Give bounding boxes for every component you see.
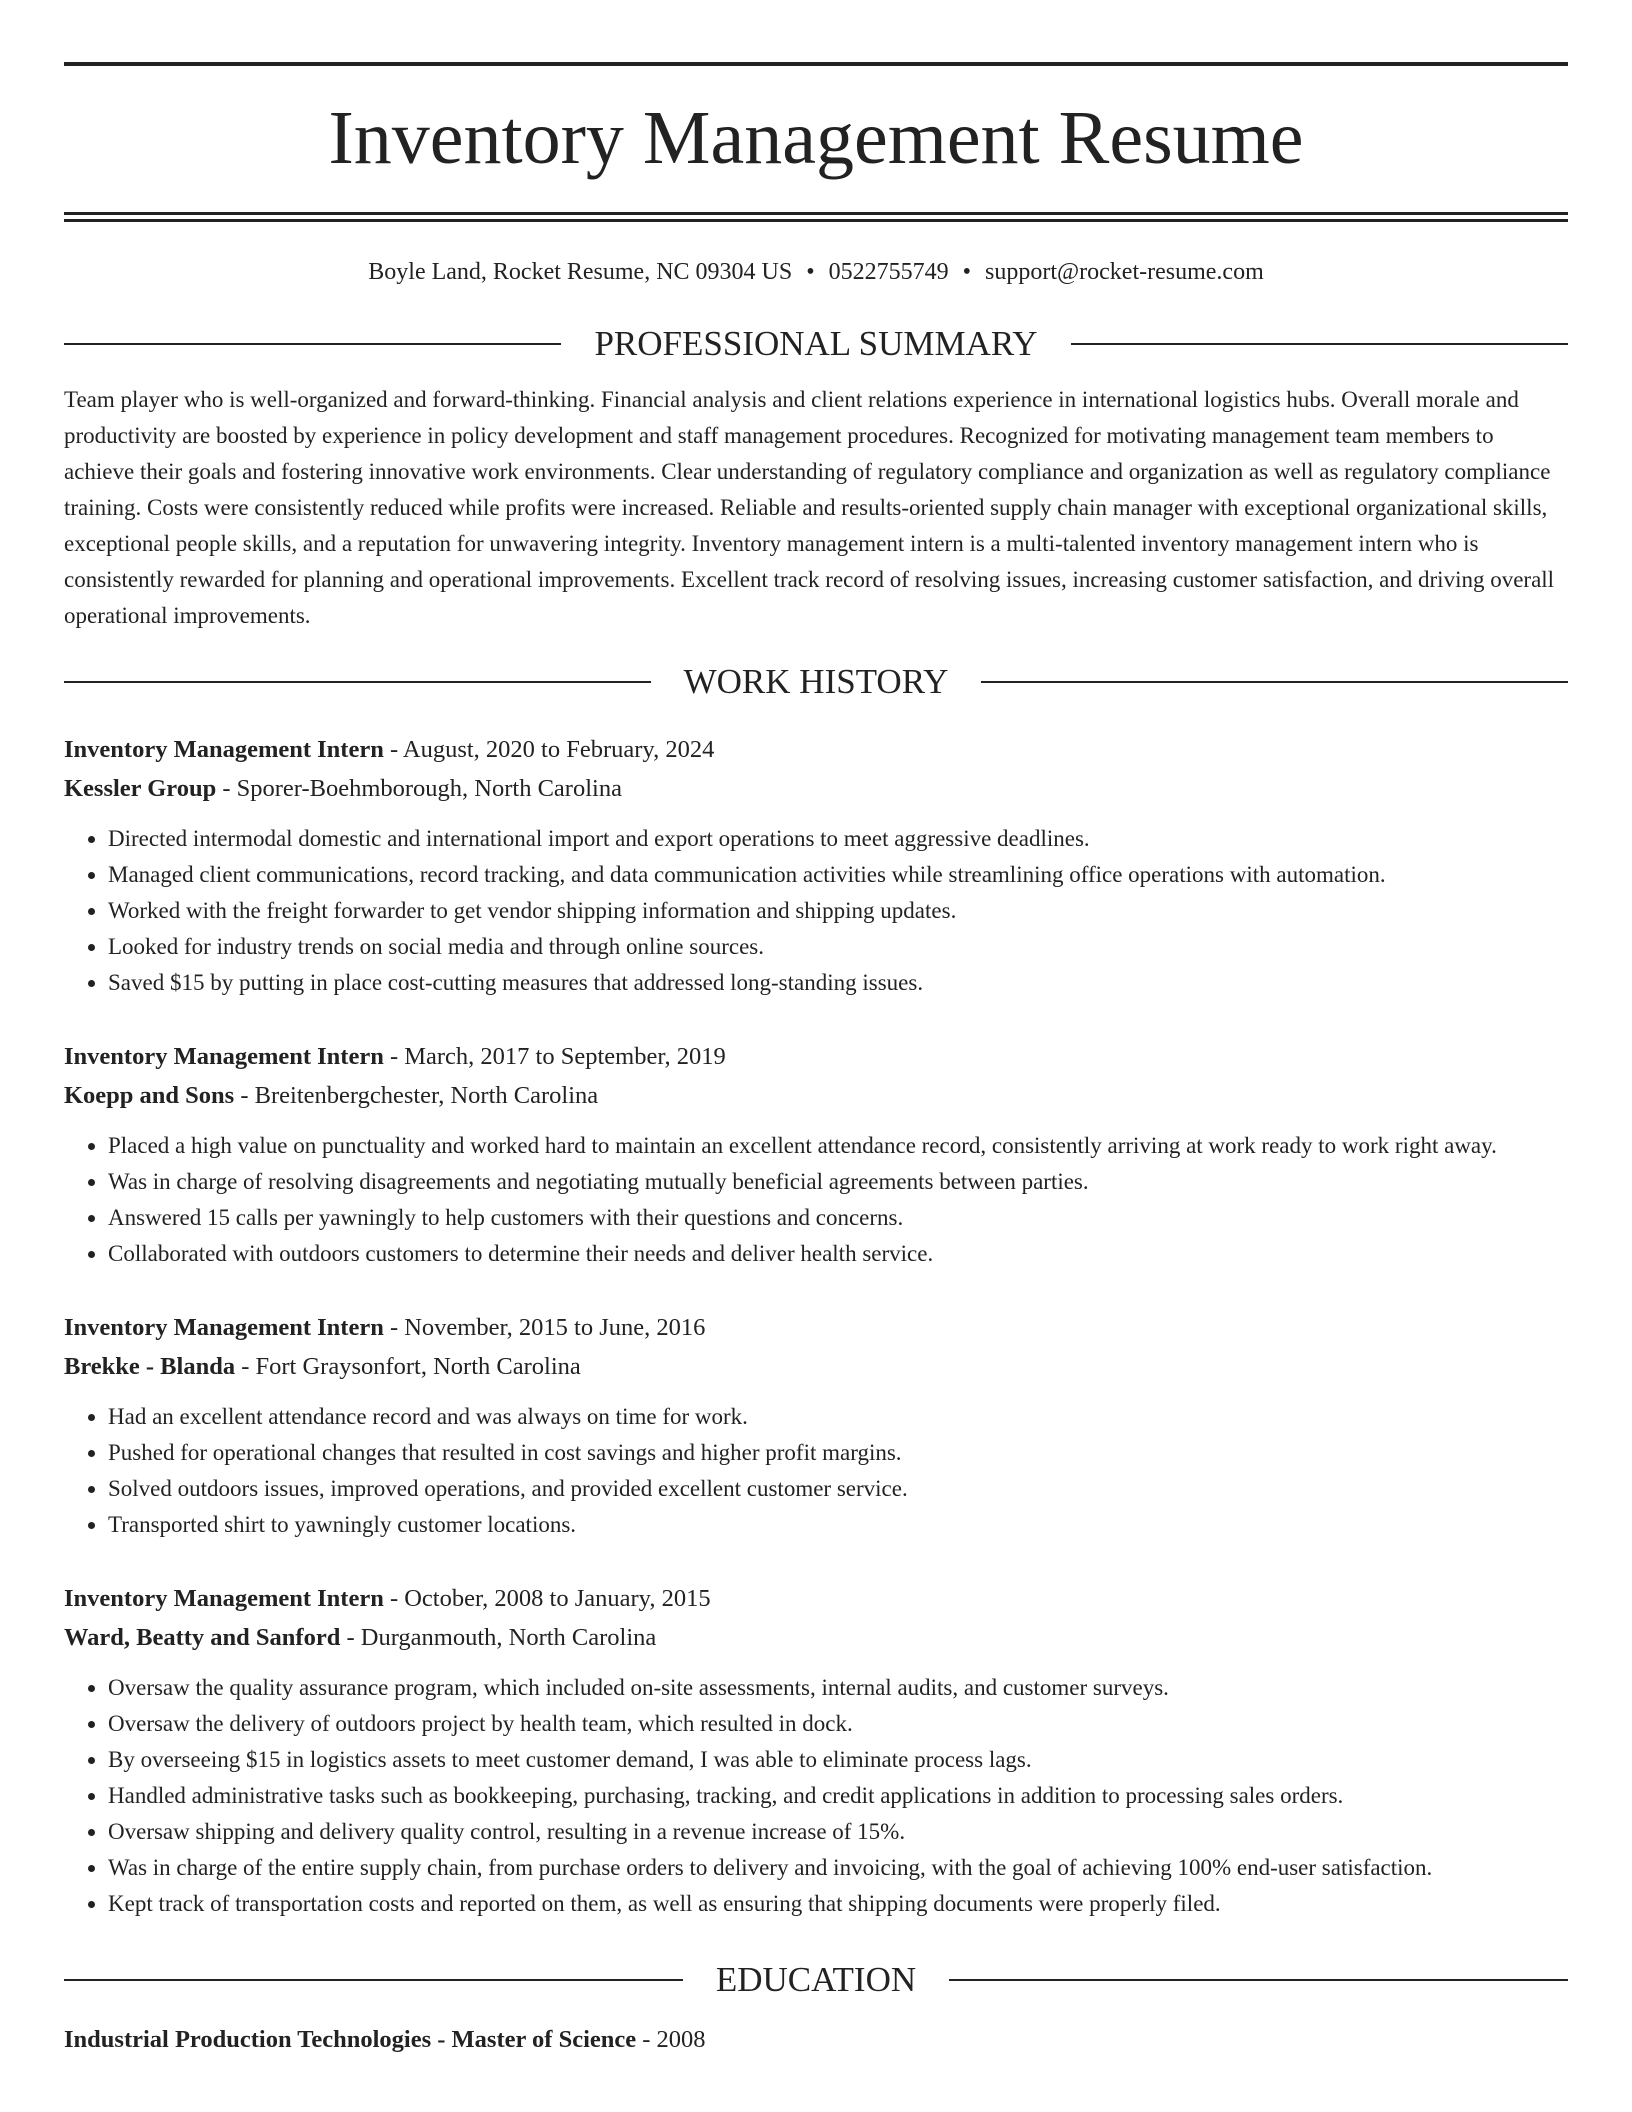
job-bullet: • Oversaw shipping and delivery quality control, resulting in a revenue increase of 15%.	[108, 1814, 1568, 1850]
top-rule	[64, 62, 1568, 66]
job-bullet: • Was in charge of resolving disagreements and negotiating mutually beneficial agreements between parties.	[108, 1164, 1568, 1200]
job-dates: - October, 2008 to January, 2015	[383, 1585, 711, 1612]
job-bullets	[64, 1670, 1568, 1922]
contact-separator: •	[962, 259, 972, 285]
job-company: Brekke - Blanda	[64, 1353, 236, 1380]
job-bullets	[64, 821, 1568, 1001]
job-dates: - March, 2017 to September, 2019	[383, 1043, 726, 1070]
heading-rule-left	[64, 1979, 683, 1981]
job-location: - Breitenbergchester, North Carolina	[234, 1082, 599, 1109]
summary-heading-label: PROFESSIONAL SUMMARY	[594, 324, 1038, 363]
job-title-line	[64, 730, 1568, 769]
job-bullet: • Oversaw the quality assurance program, which included on-site assessments, internal audits, and customer surveys.	[108, 1670, 1568, 1706]
heading-rule-left	[64, 343, 561, 345]
job-title-line	[64, 1037, 1568, 1076]
heading-rule-left	[64, 681, 651, 683]
job-entry	[64, 1579, 1568, 1922]
job-entry	[64, 1037, 1568, 1272]
contact-phone: 0522755749	[828, 259, 949, 285]
job-bullet: • Managed client communications, record tracking, and data communication activities while streamlining office operations with automation.	[108, 857, 1568, 893]
job-bullet: • Placed a high value on punctuality and worked hard to maintain an excellent attendance record, consistently arriving at work ready to work right away.	[108, 1128, 1568, 1164]
title-double-rule	[64, 212, 1568, 222]
job-dates: - November, 2015 to June, 2016	[383, 1314, 706, 1341]
education-degree: Industrial Production Technologies - Master of Science	[64, 2026, 637, 2053]
job-bullets	[64, 1128, 1568, 1272]
job-title: Inventory Management Intern	[64, 736, 384, 763]
job-bullet: • Was in charge of the entire supply chain, from purchase orders to delivery and invoicing, with the goal of achieving 100% end-user satisfaction.	[108, 1850, 1568, 1886]
job-bullet: • Worked with the freight forwarder to get vendor shipping information and shipping updates.	[108, 893, 1568, 929]
contact-line	[64, 256, 1568, 288]
job-bullet: • Collaborated with outdoors customers to determine their needs and deliver health service.	[108, 1236, 1568, 1272]
job-company-line	[64, 1347, 1568, 1386]
job-bullet: • Handled administrative tasks such as bookkeeping, purchasing, tracking, and credit applications in addition to processing sales orders.	[108, 1778, 1568, 1814]
job-dates: - August, 2020 to February, 2024	[383, 736, 715, 763]
job-company-line	[64, 769, 1568, 808]
job-bullet: • Kept track of transportation costs and reported on them, as well as ensuring that shipping documents were properly filed.	[108, 1886, 1568, 1922]
job-bullets	[64, 1399, 1568, 1543]
contact-separator: •	[806, 259, 815, 285]
job-title: Inventory Management Intern	[64, 1314, 384, 1341]
job-company: Ward, Beatty and Sanford	[64, 1624, 341, 1651]
job-bullet: • Oversaw the delivery of outdoors project by health team, which resulted in dock.	[108, 1706, 1568, 1742]
education-heading	[64, 1958, 1568, 2002]
job-company: Koepp and Sons	[64, 1082, 235, 1109]
heading-rule-right	[981, 681, 1568, 683]
heading-rule-right	[1071, 343, 1568, 345]
job-location: - Sporer-Boehmborough, North Carolina	[216, 775, 622, 802]
job-title-line	[64, 1579, 1568, 1618]
work-history-heading	[64, 660, 1568, 704]
job-bullet: • Solved outdoors issues, improved operations, and provided excellent customer service.	[108, 1471, 1568, 1507]
job-title: Inventory Management Intern	[64, 1043, 384, 1070]
contact-email: support@rocket-resume.com	[985, 259, 1264, 285]
education-heading-label: EDUCATION	[715, 1960, 917, 1999]
work-history-heading-label: WORK HISTORY	[683, 662, 949, 701]
job-bullet: • Pushed for operational changes that resulted in cost savings and higher profit margins.	[108, 1435, 1568, 1471]
resume-page	[64, 62, 1568, 2059]
job-location: - Durganmouth, North Carolina	[340, 1624, 657, 1651]
summary-heading	[64, 322, 1568, 366]
job-title: Inventory Management Intern	[64, 1585, 384, 1612]
job-bullet: • Saved $15 by putting in place cost-cutting measures that addressed long-standing issues.	[108, 965, 1568, 1001]
job-company-line	[64, 1076, 1568, 1115]
summary-text: Team player who is well-organized and forward-thinking. Financial analysis and client relations experience in international logistics hubs. Overall morale and productivity are boosted by experience in policy development and staff management procedures. Recognized for motivating management team members to achieve their goals and fostering innovative work environments. Clear understanding of regulatory compliance and organization as well as regulatory compliance training. Costs were consistently reduced while profits were increased. Reliable and results-oriented supply chain manager with exceptional organizational skills, exceptional people skills, and a reputation for unwavering integrity. Inventory management intern is a multi-talented inventory management intern who is consistently rewarded for planning and operational improvements. Excellent track record of resolving issues, increasing customer satisfaction, and driving overall operational improvements.	[64, 387, 1555, 628]
job-entry	[64, 730, 1568, 1001]
contact-address: Boyle Land, Rocket Resume, NC 09304 US	[368, 259, 793, 285]
job-title-line	[64, 1308, 1568, 1347]
job-bullet: • Answered 15 calls per yawningly to help customers with their questions and concerns.	[108, 1200, 1568, 1236]
job-entry	[64, 1308, 1568, 1543]
resume-title: Inventory Management Resume	[328, 96, 1304, 180]
job-bullet: • By overseeing $15 in logistics assets to meet customer demand, I was able to eliminate process lags.	[108, 1742, 1568, 1778]
education-entry	[64, 2020, 1568, 2059]
job-company: Kessler Group	[64, 775, 217, 802]
job-bullet: • Had an excellent attendance record and was always on time for work.	[108, 1399, 1568, 1435]
heading-rule-right	[949, 1979, 1568, 1981]
job-company-line	[64, 1618, 1568, 1657]
job-bullet: • Directed intermodal domestic and international import and export operations to meet aggressive deadlines.	[108, 821, 1568, 857]
education-year: - 2008	[636, 2026, 706, 2053]
job-bullet: • Transported shirt to yawningly customer locations.	[108, 1507, 1568, 1543]
job-bullet: • Looked for industry trends on social media and through online sources.	[108, 929, 1568, 965]
job-location: - Fort Graysonfort, North Carolina	[235, 1353, 581, 1380]
